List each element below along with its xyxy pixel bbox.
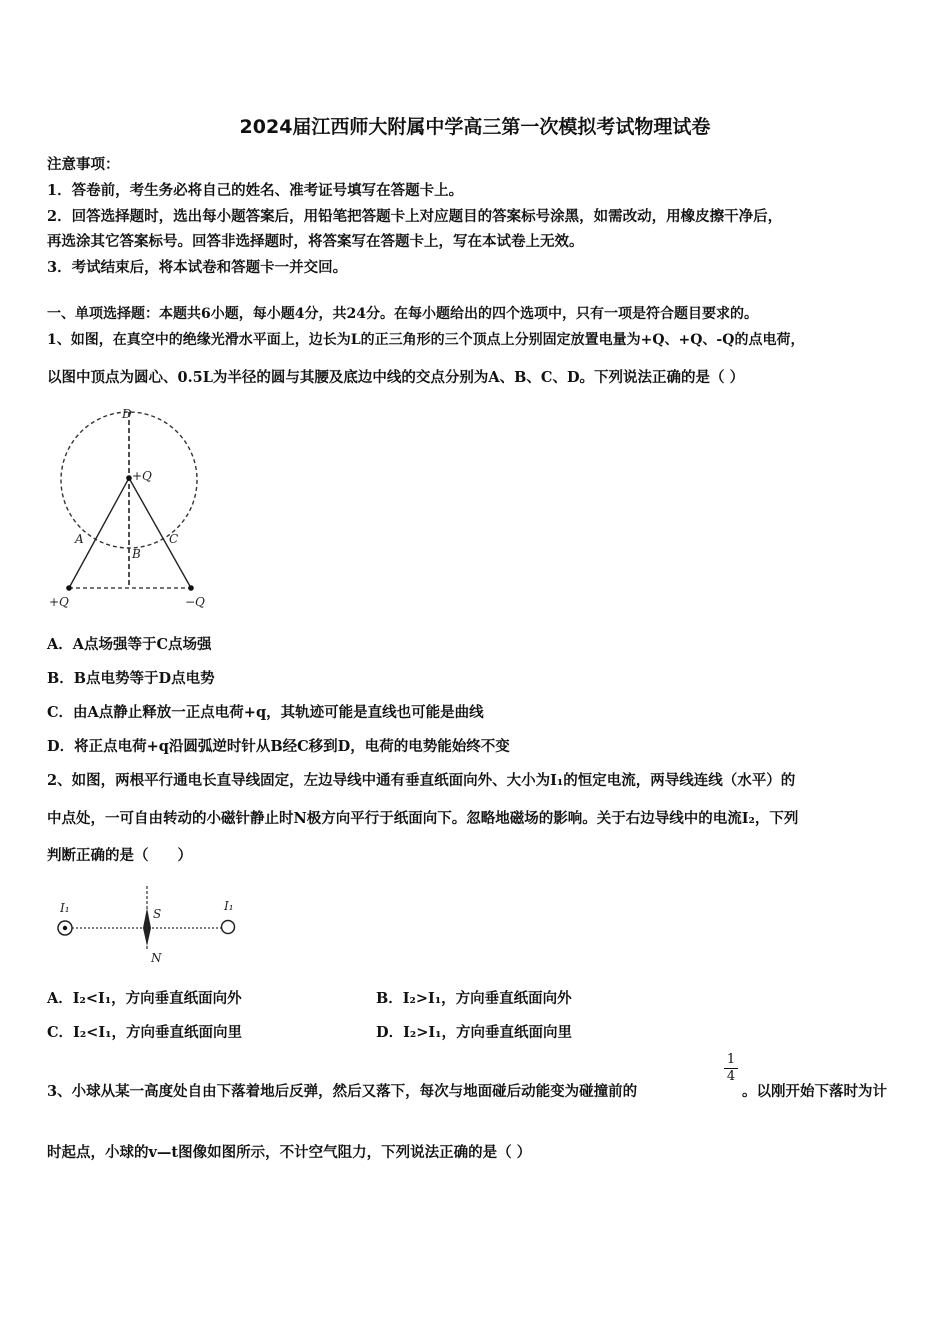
page-title: 2024届江西师大附属中学高三第一次模拟考试物理试卷 <box>239 116 711 138</box>
q1-stem-line1: 1、如图，在真空中的绝缘光滑水平面上，边长为L的正三角形的三个顶点上分别固定放置电量为+Q、+Q、-Q的点电荷， <box>47 332 805 348</box>
q2-option-b: B．I₂>I₁，方向垂直纸面向外 <box>376 990 572 1007</box>
q1-stem-line2: 以图中顶点为圆心、0.5L为半径的圆与其腰及底边中线的交点分别为A、B、C、D。下列说法正确的是（ ） <box>47 369 745 386</box>
q2-compass-needle-icon <box>143 908 151 946</box>
q1-option-a: A．A点场强等于C点场强 <box>47 636 212 653</box>
q1-option-d: D．将正点电荷+q沿圆弧逆时针从B经C移到D，电荷的电势能始终不变 <box>47 738 510 755</box>
q1-label-B: B <box>132 547 141 561</box>
q3-fraction-denominator: 4 <box>726 1069 736 1084</box>
q2-label-right: I₁ <box>224 899 234 913</box>
q2-stem-line3: 判断正确的是（ ） <box>47 847 192 864</box>
q1-option-b: B．B点电势等于D点电势 <box>47 670 215 687</box>
notice-heading: 注意事项： <box>47 156 120 173</box>
q1-figure <box>45 400 225 615</box>
q3-stem-line1-pre: 3、小球从某一高度处自由下落着地后反弹，然后又落下，每次与地面碰后动能变为碰撞前的 <box>47 1083 638 1100</box>
q1-label-left-charge: +Q <box>49 595 69 609</box>
q2-left-wire-dot <box>63 926 67 930</box>
q1-label-D: D <box>122 407 132 421</box>
q1-label-A: A <box>75 532 84 546</box>
q2-figure <box>50 882 250 967</box>
q1-label-right-charge: −Q <box>185 595 205 609</box>
q1-label-C: C <box>169 532 179 546</box>
q2-option-d: D．I₂>I₁，方向垂直纸面向里 <box>376 1024 572 1041</box>
q2-label-S: S <box>153 907 162 921</box>
q2-option-c: C．I₂<I₁，方向垂直纸面向里 <box>47 1024 242 1041</box>
q2-right-wire-icon <box>222 921 235 934</box>
q2-option-a: A．I₂<I₁，方向垂直纸面向外 <box>47 990 242 1007</box>
q3-stem-line1-post: 。以刚开始下落时为计 <box>742 1083 887 1100</box>
notice-item-2: 2．回答选择题时，选出每小题答案后，用铅笔把答题卡上对应题目的答案标号涂黑，如需改动，用橡皮擦干净后， <box>47 208 783 225</box>
q2-stem-line2: 中点处，一可自由转动的小磁针静止时N极方向平行于纸面向下。忽略地磁场的影响。关于右边导线中的电流I₂，下列 <box>47 810 799 827</box>
q1-right-charge-dot <box>188 585 194 591</box>
q2-label-left: I₁ <box>60 901 70 915</box>
notice-item-2-cont: 再选涂其它答案标号。回答非选择题时，将答案写在答题卡上，写在本试卷上无效。 <box>47 233 584 250</box>
q1-label-top-charge: +Q <box>132 469 152 483</box>
q1-left-charge-dot <box>66 585 72 591</box>
q1-right-side <box>129 478 191 588</box>
q2-label-N: N <box>151 951 162 965</box>
notice-item-3: 3．考试结束后，将本试卷和答题卡一并交回。 <box>47 259 348 276</box>
q2-stem-line1: 2、如图，两根平行通电长直导线固定，左边导线中通有垂直纸面向外、大小为I₁的恒定电流，两导线连线（水平）的 <box>47 772 796 789</box>
q3-fraction <box>722 1052 740 1085</box>
q1-option-c: C．由A点静止释放一正点电荷+q，其轨迹可能是直线也可能是曲线 <box>47 704 484 721</box>
q3-stem-line2: 时起点，小球的v—t图像如图所示，不计空气阻力，下列说法正确的是（ ） <box>47 1144 532 1161</box>
notice-item-1: 1．答卷前，考生务必将自己的姓名、准考证号填写在答题卡上。 <box>47 182 464 199</box>
q1-top-charge-dot <box>126 475 132 481</box>
section-heading: 一、单项选择题：本题共6小题，每小题4分，共24分。在每小题给出的四个选项中，只有一项是符合题目要求的。 <box>47 306 758 322</box>
q3-fraction-numerator: 1 <box>726 1052 736 1067</box>
